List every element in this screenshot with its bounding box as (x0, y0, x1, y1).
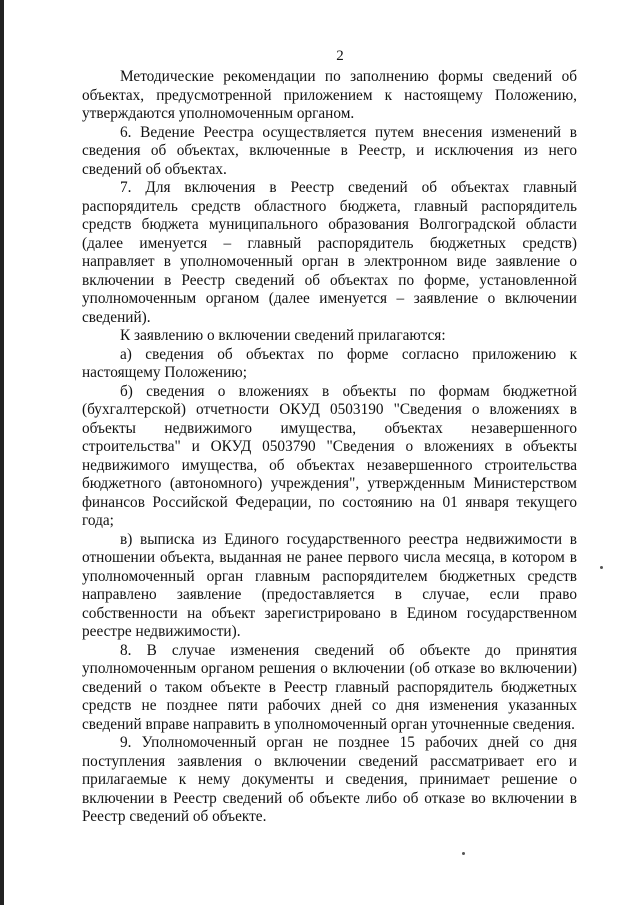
paragraph-a: а) сведения об объектах по форме согласно приложению к настоящему Положению; (82, 345, 577, 381)
scan-mark (600, 566, 603, 569)
scan-mark (462, 852, 465, 855)
paragraph-b: б) сведения о вложениях в объекты по формам бюджетной (бухгалтерской) отчетности ОКУД 0503190 "Сведения о вложениях в объекты недвижимого имущества, объектах незавершенного строительства" и ОКУД 0503790 "Сведения о вложениях в объекты недвижимого имущества, об объектах незавершенного строительства бюджетного (автономного) учреждения", утвержденным Министерством финансов Российской Федерации, по состоянию на 01 января текущего года; (82, 382, 577, 529)
document-body (82, 68, 577, 827)
paragraph-7: 7. Для включения в Реестр сведений об объектах главный распорядитель средств областного бюджета, главный распорядитель средств бюджета муниципального образования Волгоградской области (далее именуется – главный распорядитель бюджетных средств) направляет в уполномоченный орган в электронном виде заявление о включении в Реестр сведений об объектах по форме, установленной уполномоченным органом (далее именуется – заявление о включении сведений). (82, 179, 577, 326)
paragraph-v: в) выписка из Единого государственного реестра недвижимости в отношении объекта, выданная не ранее первого числа месяца, в котором в уполномоченный орган главным распорядителем бюджетных средств направлено заявление (предоставляется в случае, если право собственности на объект зарегистрировано в Едином государственном реестре недвижимости). (82, 530, 577, 640)
paragraph-methodical: Методические рекомендации по заполнению формы сведений об объектах, предусмотренной приложением к настоящему Положению, утверждаются уполномоченным органом. (82, 68, 577, 122)
paragraph-9: 9. Уполномоченный орган не позднее 15 рабочих дней со дня поступления заявления о включении сведений рассматривает его и прилагаемые к нему документы и сведения, принимает решение о включении в Реестр сведений об объекте либо об отказе во включении в Реестр сведений об объекте. (82, 734, 577, 825)
paragraph-6: 6. Ведение Реестра осуществляется путем внесения изменений в сведения об объектах, включенные в Реестр, и исключения из него сведений об объектах. (82, 123, 577, 178)
paragraph-attachments-intro: К заявлению о включении сведений прилагаются: (120, 327, 446, 344)
scan-edge (0, 0, 4, 905)
paragraph-8: 8. В случае изменения сведений об объекте до принятия уполномоченным органом решения о включении (об отказе во включении) сведений о таком объекте в Реестр главный распорядитель бюджетных средств не позднее пяти рабочих дней со дня изменения указанных сведений вправе направить в уполномоченный орган уточненные сведения. (82, 641, 577, 733)
page-number: 2 (336, 48, 344, 64)
